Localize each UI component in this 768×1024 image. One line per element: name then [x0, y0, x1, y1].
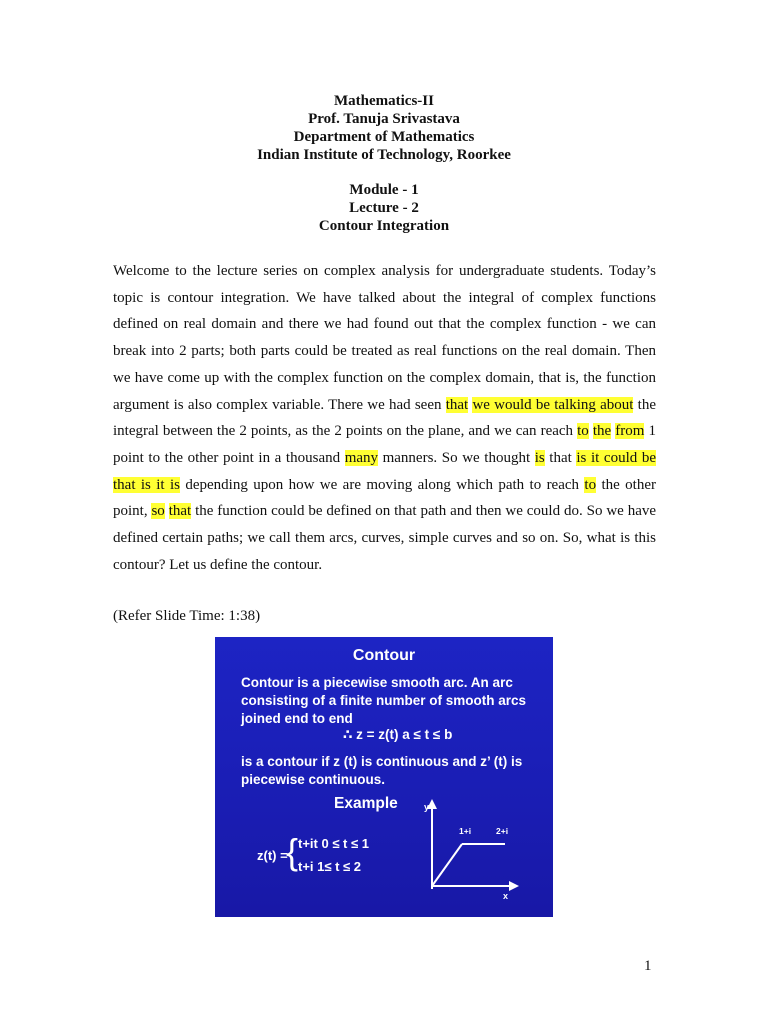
highlighted-text: many — [344, 449, 379, 466]
contour-segment-1 — [432, 844, 462, 886]
lecture-slide — [215, 637, 553, 917]
slide-formula: ∴ z = z(t) a ≤ t ≤ b — [343, 727, 453, 742]
course-title: Mathematics-II — [334, 93, 434, 109]
paragraph-text: Welcome to the lecture series on complex analysis for undergraduate students. Today’s topic is contour integration. We have talked about the integral of complex functions defined on real domain and there we had found out that the complex function - we can break into 2 parts; both parts could be treated as real functions on the real domain. Then we have come up with the complex function on the complex domain, that is, the function argument is also complex variable. There we had seen — [113, 263, 656, 413]
highlighted-text: we would be talking about — [472, 396, 634, 413]
example-label: Example — [334, 795, 398, 812]
refer-slide-time: (Refer Slide Time: 1:38) — [113, 608, 261, 624]
lecture-label: Lecture - 2 — [349, 200, 419, 216]
module-label: Module - 1 — [349, 182, 419, 198]
professor-name: Prof. Tanuja Srivastava — [308, 111, 460, 127]
highlighted-text: is it could be that is it is — [113, 449, 656, 493]
highlighted-text: the — [592, 423, 612, 440]
paragraph-text: that — [544, 449, 577, 466]
highlighted-text: is — [534, 449, 545, 466]
highlighted-text: to — [577, 423, 589, 440]
paragraph-text: 1 point to the other point in a thousand — [113, 423, 657, 466]
point-1-label: 1+i — [459, 826, 472, 836]
highlighted-text: that — [168, 503, 192, 520]
institute-name: Indian Institute of Technology, Roorkee — [257, 147, 511, 163]
topic-title: Contour Integration — [318, 218, 450, 234]
left-brace: { — [286, 831, 299, 872]
point-2-label: 2+i — [496, 826, 509, 836]
page-number: 1 — [644, 958, 652, 974]
lecture-info — [0, 181, 768, 235]
case-1: t+it 0 ≤ t ≤ 1 — [298, 836, 369, 851]
department-name: Department of Mathematics — [293, 129, 475, 145]
paragraph-text: manners. So we thought — [378, 449, 535, 466]
highlighted-text: from — [615, 423, 645, 440]
highlighted-text: to — [584, 476, 597, 493]
slide-continuation: is a contour if z (t) is continuous and z’ (t) is piecewise continuous. — [241, 754, 523, 787]
highlighted-text: so — [151, 503, 165, 520]
slide-title: Contour — [352, 647, 416, 664]
slide-definition: Contour is a piecewise smooth arc. An arc consisting of a finite number of smooth arcs joined end to end — [241, 675, 527, 726]
paragraph-text: the other point, — [113, 476, 656, 520]
paragraph-text: depending upon how we are moving along which path to reach — [179, 476, 585, 493]
case-2: t+i 1≤ t ≤ 2 — [298, 859, 362, 874]
body-paragraph — [113, 258, 656, 578]
zt-label: z(t) = — [257, 848, 288, 863]
y-axis-label: y — [424, 802, 430, 812]
document-header — [0, 92, 768, 164]
paragraph-text: the function could be defined on that path and then we could do. So we have defined certain paths; we call them arcs, curves, simple curves and so on. So, what is this contour? Let us define the contour. — [113, 503, 657, 573]
highlighted-text: that — [445, 396, 469, 413]
x-axis-arrow — [509, 881, 519, 891]
paragraph-text: the integral between the 2 points, as the 2 points on the plane, and we can reach — [113, 396, 656, 440]
x-axis-label: x — [503, 891, 509, 901]
